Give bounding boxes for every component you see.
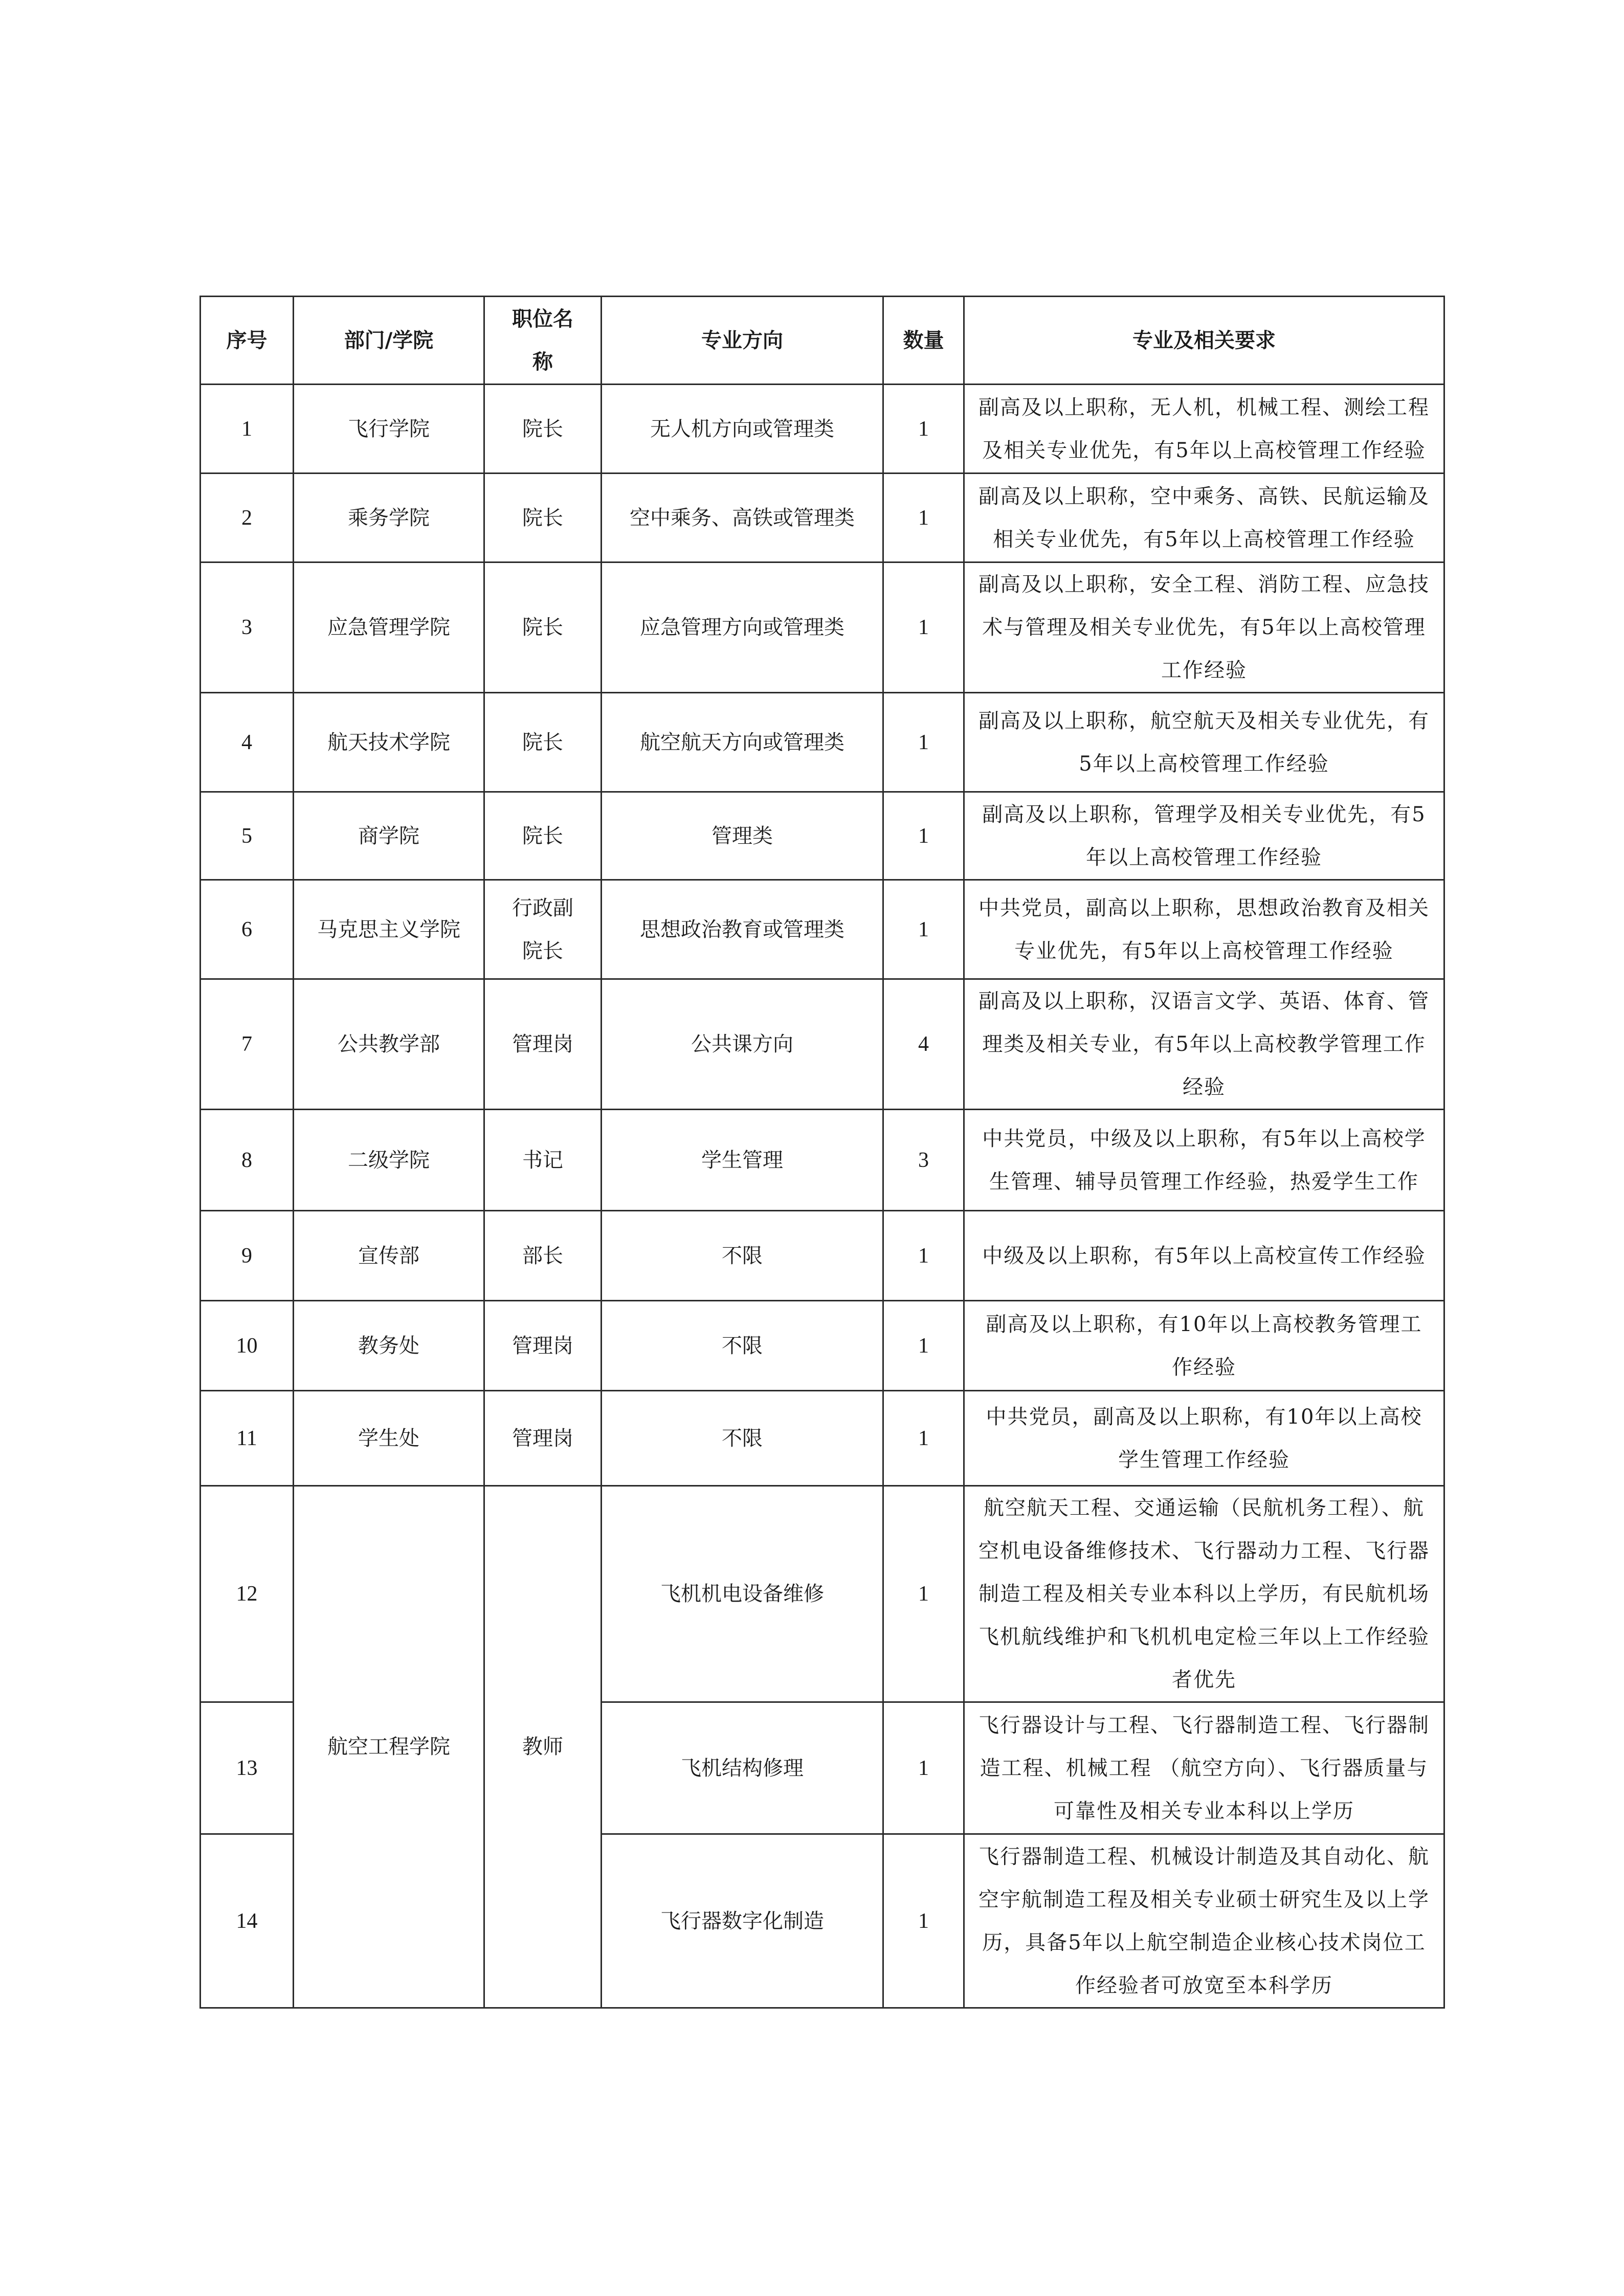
- header-department: 部门/学院: [294, 297, 484, 385]
- row-index: 12: [201, 1486, 294, 1702]
- row-requirements: 副高及以上职称，汉语言文学、英语、体育、管理类及相关专业，有5年以上高校教学管理工作经验: [964, 979, 1444, 1110]
- row-requirements: 副高及以上职称，空中乘务、高铁、民航运输及相关专业优先，有5年以上高校管理工作经验: [964, 474, 1444, 562]
- row-requirements: 航空航天工程、交通运输（民航机务工程）、航空机电设备维修技术、飞行器动力工程、飞行器制造工程及相关专业本科以上学历，有民航机场飞机航线维护和飞机机电定检三年以上工作经验者优先: [964, 1486, 1444, 1702]
- row-index: 14: [201, 1834, 294, 2008]
- row-requirements: 中共党员，中级及以上职称，有5年以上高校学生管理、辅导员管理工作经验，热爱学生工作: [964, 1110, 1444, 1211]
- row-department-merged: 航空工程学院: [294, 1486, 484, 2008]
- row-count: 3: [883, 1110, 964, 1211]
- row-department: 学生处: [294, 1391, 484, 1486]
- row-requirements: 中级及以上职称，有5年以上高校宣传工作经验: [964, 1211, 1444, 1301]
- row-index: 9: [201, 1211, 294, 1301]
- row-index: 2: [201, 474, 294, 562]
- row-position: 院长: [484, 792, 602, 880]
- row-direction: 不限: [602, 1391, 883, 1486]
- row-index: 4: [201, 693, 294, 792]
- row-requirements: 副高及以上职称，有10年以上高校教务管理工作经验: [964, 1301, 1444, 1391]
- row-direction: 航空航天方向或管理类: [602, 693, 883, 792]
- row-position: 书记: [484, 1110, 602, 1211]
- row-department: 教务处: [294, 1301, 484, 1391]
- row-count: 1: [883, 1301, 964, 1391]
- row-direction: 飞机结构修理: [602, 1702, 883, 1834]
- row-department: 乘务学院: [294, 474, 484, 562]
- row-position: 院长: [484, 385, 602, 474]
- row-count: 1: [883, 1486, 964, 1702]
- row-index: 6: [201, 880, 294, 979]
- header-index: 序号: [201, 297, 294, 385]
- row-requirements: 中共党员，副高以上职称，思想政治教育及相关专业优先，有5年以上高校管理工作经验: [964, 880, 1444, 979]
- row-department: 公共教学部: [294, 979, 484, 1110]
- row-position: 院长: [484, 474, 602, 562]
- row-direction: 空中乘务、高铁或管理类: [602, 474, 883, 562]
- row-count: 1: [883, 385, 964, 474]
- row-requirements: 副高及以上职称，无人机，机械工程、测绘工程及相关专业优先，有5年以上高校管理工作经验: [964, 385, 1444, 474]
- row-index: 13: [201, 1702, 294, 1834]
- row-count: 1: [883, 693, 964, 792]
- table-row: [201, 1110, 1444, 1211]
- table-row: [201, 1391, 1444, 1486]
- row-requirements: 飞行器设计与工程、飞行器制造工程、飞行器制造工程、机械工程 （航空方向）、飞行器质量与可靠性及相关专业本科以上学历: [964, 1702, 1444, 1834]
- row-direction: 不限: [602, 1211, 883, 1301]
- row-index: 5: [201, 792, 294, 880]
- row-index: 11: [201, 1391, 294, 1486]
- row-count: 1: [883, 474, 964, 562]
- row-department: 飞行学院: [294, 385, 484, 474]
- header-requirements: 专业及相关要求: [964, 297, 1444, 385]
- table-row: [201, 474, 1444, 562]
- header-direction: 专业方向: [602, 297, 883, 385]
- row-position: 部长: [484, 1211, 602, 1301]
- row-count: 1: [883, 1211, 964, 1301]
- table-row: [201, 562, 1444, 693]
- row-direction: 思想政治教育或管理类: [602, 880, 883, 979]
- row-direction: 应急管理方向或管理类: [602, 562, 883, 693]
- row-count: 1: [883, 792, 964, 880]
- row-direction: 公共课方向: [602, 979, 883, 1110]
- row-position: 管理岗: [484, 1301, 602, 1391]
- row-direction: 学生管理: [602, 1110, 883, 1211]
- row-index: 1: [201, 385, 294, 474]
- row-index: 10: [201, 1301, 294, 1391]
- header-position: 职位名称: [484, 297, 602, 385]
- row-requirements: 中共党员，副高及以上职称，有10年以上高校学生管理工作经验: [964, 1391, 1444, 1486]
- table-row: [201, 1211, 1444, 1301]
- row-department: 二级学院: [294, 1110, 484, 1211]
- row-position: 院长: [484, 693, 602, 792]
- table-row: [201, 880, 1444, 979]
- row-direction: 不限: [602, 1301, 883, 1391]
- row-position: 管理岗: [484, 979, 602, 1110]
- row-department: 应急管理学院: [294, 562, 484, 693]
- header-count: 数量: [883, 297, 964, 385]
- row-position-merged: 教师: [484, 1486, 602, 2008]
- table-header-row: [201, 297, 1444, 385]
- table-row: [201, 1301, 1444, 1391]
- row-requirements: 副高及以上职称，安全工程、消防工程、应急技术与管理及相关专业优先，有5年以上高校管理工作经验: [964, 562, 1444, 693]
- row-position: 行政副院长: [484, 880, 602, 979]
- row-position: 管理岗: [484, 1391, 602, 1486]
- recruitment-table: [199, 296, 1445, 2009]
- row-requirements: 飞行器制造工程、机械设计制造及其自动化、航空宇航制造工程及相关专业硕士研究生及以上学历，具备5年以上航空制造企业核心技术岗位工作经验者可放宽至本科学历: [964, 1834, 1444, 2008]
- row-requirements: 副高及以上职称，管理学及相关专业优先，有5年以上高校管理工作经验: [964, 792, 1444, 880]
- row-index: 3: [201, 562, 294, 693]
- table-row: [201, 1486, 1444, 1702]
- row-count: 4: [883, 979, 964, 1110]
- row-count: 1: [883, 562, 964, 693]
- row-requirements: 副高及以上职称，航空航天及相关专业优先，有5年以上高校管理工作经验: [964, 693, 1444, 792]
- row-department: 航天技术学院: [294, 693, 484, 792]
- row-count: 1: [883, 1834, 964, 2008]
- table-row: [201, 792, 1444, 880]
- row-department: 马克思主义学院: [294, 880, 484, 979]
- row-direction: 管理类: [602, 792, 883, 880]
- table-row: [201, 693, 1444, 792]
- row-count: 1: [883, 880, 964, 979]
- row-direction: 飞行器数字化制造: [602, 1834, 883, 2008]
- row-index: 7: [201, 979, 294, 1110]
- table-row: [201, 979, 1444, 1110]
- row-position: 院长: [484, 562, 602, 693]
- table-row: [201, 385, 1444, 474]
- row-direction: 无人机方向或管理类: [602, 385, 883, 474]
- row-direction: 飞机机电设备维修: [602, 1486, 883, 1702]
- row-department: 商学院: [294, 792, 484, 880]
- row-index: 8: [201, 1110, 294, 1211]
- row-count: 1: [883, 1391, 964, 1486]
- row-department: 宣传部: [294, 1211, 484, 1301]
- row-count: 1: [883, 1702, 964, 1834]
